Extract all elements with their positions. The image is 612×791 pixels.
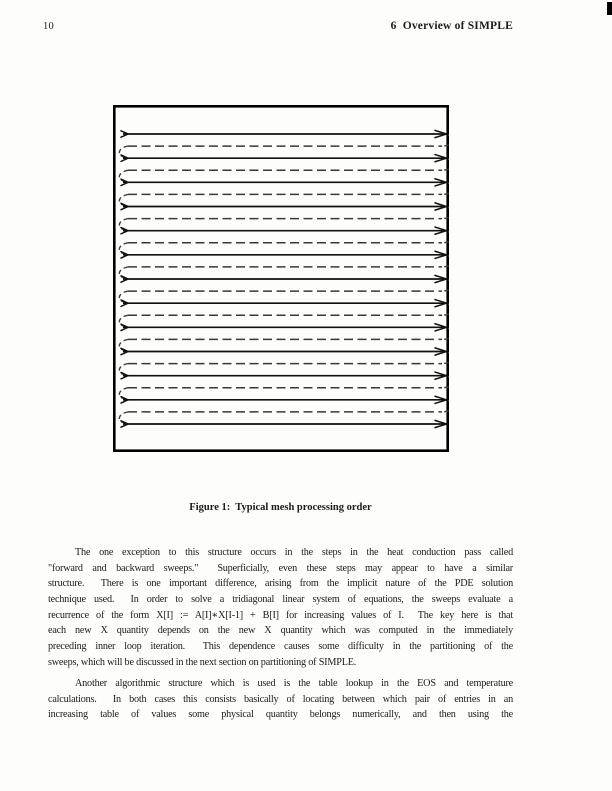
body-text-line: technique used. In order to solve a tridiagonal linear system of equations, the sweeps evaluate a xyxy=(48,594,513,606)
body-text-line: each new X quantity depends on the new X quantity which was computed in the immediately xyxy=(48,625,513,637)
body-text-line: "forward and backward sweeps." Superficially, even these steps may appear to have a similar xyxy=(48,562,513,574)
body-text-line: calculations. In both cases this consists basically of locating between which pair of entries in an xyxy=(48,693,513,705)
scan-artifact xyxy=(607,2,612,15)
mesh-processing-figure xyxy=(113,105,449,452)
body-text-line: recurrence of the form X[I] := A[I]∗X[I-1] + B[I] for increasing values of I. The key here is that xyxy=(48,609,513,621)
body-text-line: preceding inner loop iteration. This dependence causes some difficulty in the partitioning of the xyxy=(48,641,513,653)
paragraph-table-lookup xyxy=(48,676,513,723)
paragraph-heat-conduction xyxy=(48,545,513,671)
page-number: 10 xyxy=(43,21,55,32)
figure-caption: Figure 1: Typical mesh processing order xyxy=(189,502,372,513)
body-text-line: structure. There is one important difference, arising from the implicit nature of the PDE solution xyxy=(48,578,513,590)
body-text-line: Another algorithmic structure which is used is the table lookup in the EOS and temperature xyxy=(75,678,513,689)
page-header xyxy=(43,20,513,32)
body-text-line: sweeps, which will be discussed in the next section on partitioning of SIMPLE. xyxy=(48,656,357,668)
body-text-line: increasing table of values some physical quantity belongs numerically, and then using the xyxy=(48,709,513,721)
mesh-figure-svg xyxy=(113,105,449,452)
body-text-line: The one exception to this structure occurs in the steps in the heat conduction pass called xyxy=(75,547,513,558)
section-header: 6 Overview of SIMPLE xyxy=(390,20,513,32)
